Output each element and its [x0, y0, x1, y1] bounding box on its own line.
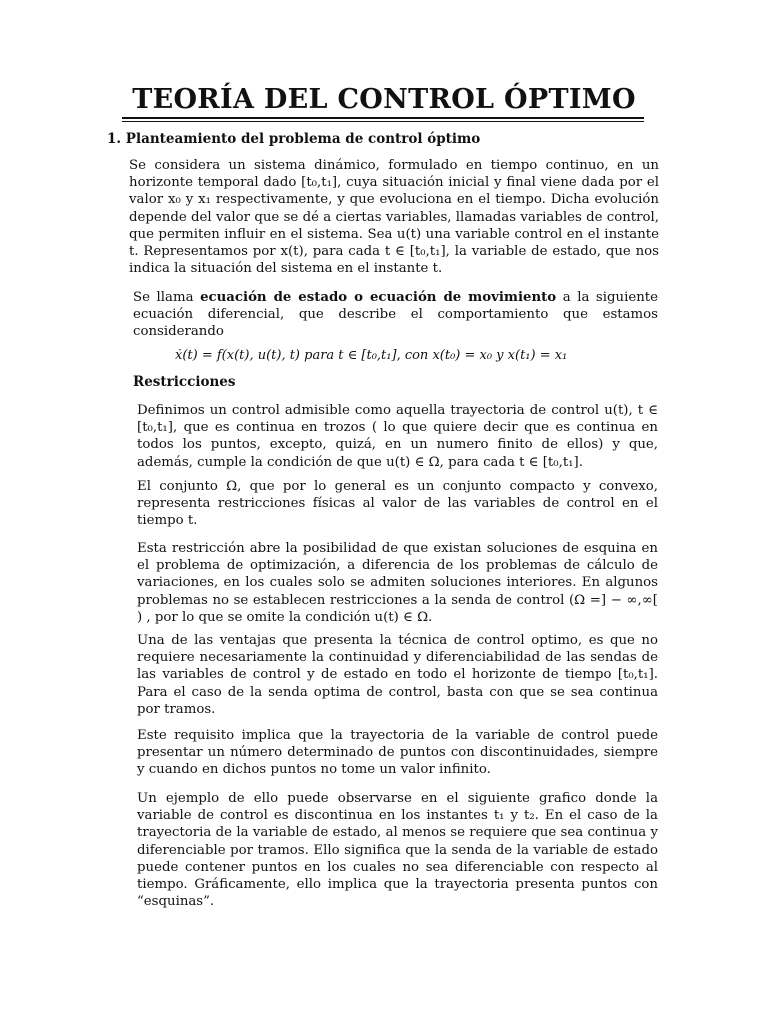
- text-run: a la siguiente ecuación diferencial, que describe el comportamiento que estamos considerando: [133, 290, 658, 340]
- state-equation: ẋ(t) = f(x(t), u(t), t) para t ∈ [t₀,t₁], con x(t₀) = x₀ y x(t₁) = x₁: [175, 348, 568, 363]
- section-heading: 1. Planteamiento del problema de control óptimo: [107, 131, 481, 147]
- paragraph-advantages: Una de las ventajas que presenta la técnica de control optimo, es que no requiere necesariamente la continuidad y diferenciabilidad de las sendas de las variables de control y de estado en todo el horizonte de tiempo [t₀,t₁]. Para el caso de la senda optima de control, basta con que se sea continua por tramos.: [137, 633, 658, 717]
- paragraph-example: Un ejemplo de ello puede observarse en el siguiente grafico donde la variable de control es discontinua en los instantes t₁ y t₂. En el caso de la trayectoria de la variable de estado, al menos se requiere que sea continua y diferenciable por tramos. Ello significa que la senda de la variable de estado puede contener puntos en los cuales no sea diferenciable con respecto al tiempo. Gráficamente, ello implica que la trayectoria presenta puntos con “esquinas”.: [137, 791, 658, 910]
- paragraph-admissible-control: Definimos un control admisible como aquella trayectoria de control u(t), t ∈ [t₀,t₁], que es continua en trozos ( lo que quiere decir que es continua en todos los puntos, excepto, quizá, en un numero finito de ellos) y que, además, cumple la condición de que u(t) ∈ Ω, para cada t ∈ [t₀,t₁].: [137, 403, 658, 470]
- title-underline: [122, 117, 644, 119]
- document-title: TEORÍA DEL CONTROL ÓPTIMO: [132, 84, 636, 115]
- paragraph-intro: Se considera un sistema dinámico, formulado en tiempo continuo, en un horizonte temporal dado [t₀,t₁], cuya situación inicial y final viene dada por el valor x₀ y x₁ respectivamente, y que evoluciona en el tiempo. Dicha evolución depende del valor que se dé a ciertas variables, llamadas variables de control, que permiten influir en el sistema. Sea u(t) una variable control en el instante t. Representamos por x(t), para cada t ∈ [t₀,t₁], la variable de estado, que nos indica la situación del sistema en el instante t.: [129, 158, 659, 277]
- bold-term: ecuación de estado o ecuación de movimiento: [200, 290, 557, 305]
- title-underline-thin: [122, 121, 644, 122]
- paragraph-corner-solutions: Esta restricción abre la posibilidad de que existan soluciones de esquina en el problema de optimización, a diferencia de los problemas de cálculo de variaciones, en los cuales solo se admiten soluciones interiores. En algunos problemas no se establecen restricciones a la senda de control (Ω =] − ∞,∞[ ) , por lo que se omite la condición u(t) ∈ Ω.: [137, 541, 658, 625]
- text-run: Se llama: [133, 290, 201, 305]
- restricciones-heading: Restricciones: [133, 374, 236, 390]
- paragraph-requirement: Este requisito implica que la trayectoria de la variable de control puede presentar un número determinado de puntos con discontinuidades, siempre y cuando en dichos puntos no tome un valor infinito.: [137, 728, 658, 778]
- paragraph-omega-set: El conjunto Ω, que por lo general es un conjunto compacto y convexo, representa restricciones físicas al valor de las variables de control en el tiempo t.: [137, 479, 658, 529]
- paragraph-state-equation: [133, 289, 658, 341]
